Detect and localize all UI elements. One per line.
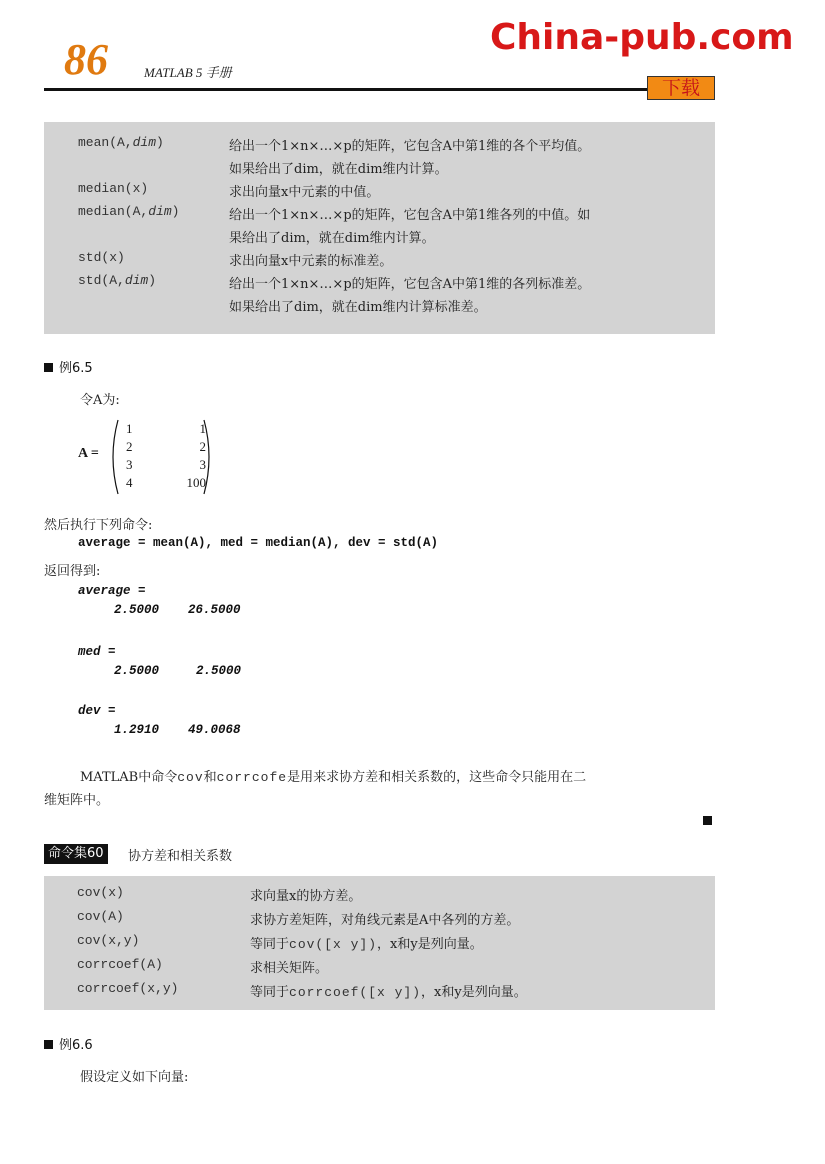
run-text: 然后执行下列命令:	[44, 518, 153, 533]
command-set-badge: 命令集60	[44, 844, 108, 864]
table-row	[44, 296, 715, 318]
description-cell: 给出一个1×n×…×p的矩阵，它包含A中第1维的各个平均值。	[229, 139, 591, 154]
output-name: average =	[78, 584, 146, 598]
description-cell: 果给出了dim，就在dim维内计算。	[229, 231, 435, 246]
description-cell: 求出向量x中元素的中值。	[229, 185, 380, 200]
command-cell: std(x)	[78, 250, 125, 265]
command-cell: median(x)	[78, 181, 149, 196]
end-of-example-icon	[703, 816, 712, 825]
description-cell: 如果给出了dim，就在dim维内计算。	[229, 162, 448, 177]
table-row	[44, 204, 715, 226]
output-value: 26.5000	[188, 603, 241, 617]
output-value: 1.2910	[114, 723, 160, 737]
example-heading: 例6.5	[44, 357, 93, 376]
command-cell: std(A,dim)	[78, 273, 157, 288]
description-cell: 给出一个1×n×…×p的矩阵，它包含A中第1维的各列标准差。	[229, 277, 591, 292]
square-bullet-icon	[44, 1040, 53, 1049]
output-value: 2.5000	[114, 664, 160, 678]
example-heading: 例6.6	[44, 1034, 93, 1053]
china-pub-logo[interactable]: China-pub.com	[490, 17, 794, 58]
command-cell: mean(A,dim)	[78, 135, 164, 150]
command-cell: corrcoef(x,y)	[77, 981, 179, 996]
output-name: med =	[78, 645, 116, 659]
description-cell: 求出向量x中元素的标准差。	[229, 254, 393, 269]
output-value: 2.5000	[196, 664, 242, 678]
command-cell: cov(A)	[77, 909, 124, 924]
return-text: 返回得到:	[44, 564, 101, 579]
description-cell: 等同于cov([x y])，x和y是列向量。	[250, 937, 483, 952]
matrix-col-1: 1 2 3 4	[126, 421, 133, 490]
command-cell: cov(x)	[77, 885, 124, 900]
book-title: MATLAB 5 手册	[144, 65, 232, 80]
matrix-block	[78, 418, 208, 496]
command-line: average = mean(A), med = median(A), dev = std(A)	[78, 536, 439, 550]
square-bullet-icon	[44, 363, 53, 372]
page-number: 86	[64, 35, 108, 84]
table-row	[44, 181, 715, 203]
description-cell: 求向量x的协方差。	[250, 889, 362, 904]
table-row	[44, 885, 715, 907]
table-row	[44, 135, 715, 157]
table-row	[44, 957, 715, 979]
output-name: dev =	[78, 704, 116, 718]
paragraph-line: MATLAB中命令cov和corrcofe是用来求协方差和相关系数的，这些命令只能用在二	[80, 770, 587, 785]
command-cell: median(A,dim)	[78, 204, 180, 219]
table-row	[44, 273, 715, 295]
example-intro: 假设定义如下向量:	[80, 1070, 189, 1085]
command-set-title: 协方差和相关系数	[128, 849, 233, 864]
function-table-stats	[44, 122, 715, 334]
matrix-col-2: 1 2 3 100	[186, 421, 206, 490]
paragraph-line: 维矩阵中。	[44, 793, 110, 808]
description-cell: 求相关矩阵。	[250, 961, 329, 976]
command-cell: corrcoef(A)	[77, 957, 163, 972]
command-cell: cov(x,y)	[77, 933, 140, 948]
output-value: 49.0068	[188, 723, 241, 737]
matrix-lhs: A =	[78, 446, 99, 461]
header-rule	[44, 88, 647, 91]
table-row	[44, 981, 715, 1003]
output-value: 2.5000	[114, 603, 160, 617]
example-intro: 令A为:	[80, 393, 120, 408]
table-row	[44, 250, 715, 272]
download-badge[interactable]: 下载	[647, 76, 715, 100]
description-cell: 等同于corrcoef([x y])，x和y是列向量。	[250, 985, 527, 1000]
table-row	[44, 909, 715, 931]
function-table-covariance	[44, 876, 715, 1010]
description-cell: 求协方差矩阵，对角线元素是A中各列的方差。	[250, 913, 520, 928]
table-row	[44, 933, 715, 955]
table-row	[44, 158, 715, 180]
table-row	[44, 227, 715, 249]
description-cell: 给出一个1×n×…×p的矩阵，它包含A中第1维各列的中值。如	[229, 208, 591, 223]
description-cell: 如果给出了dim，就在dim维内计算标准差。	[229, 300, 487, 315]
